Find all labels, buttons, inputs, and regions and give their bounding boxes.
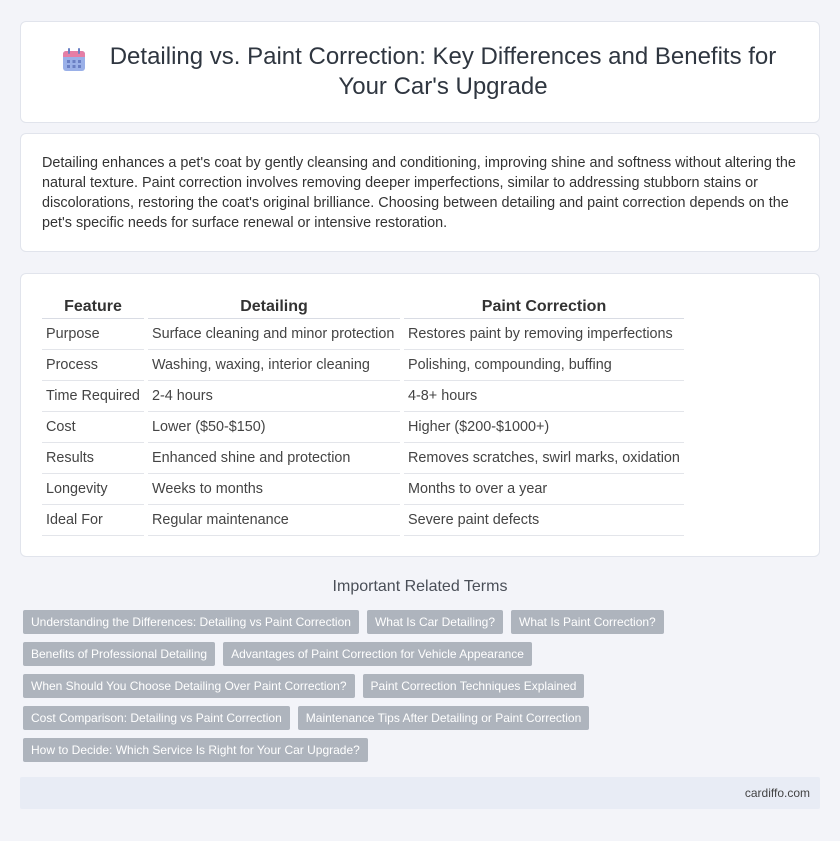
table-cell: Washing, waxing, interior cleaning	[148, 350, 400, 381]
table-row	[42, 350, 684, 381]
table-cell: Ideal For	[42, 505, 144, 536]
table-cell: Surface cleaning and minor protection	[148, 319, 400, 350]
intro-card	[20, 133, 820, 252]
header-card	[20, 21, 820, 123]
table-cell: 4-8+ hours	[404, 381, 684, 412]
related-terms-tags	[23, 610, 813, 770]
table-row	[42, 381, 684, 412]
footer-site-link[interactable]: cardiffo.com	[744, 786, 810, 800]
table-cell: Severe paint defects	[404, 505, 684, 536]
related-tag-techniques[interactable]: Paint Correction Techniques Explained	[363, 674, 585, 698]
header	[61, 42, 779, 102]
footer	[20, 777, 820, 809]
table-row	[42, 443, 684, 474]
comparison-table	[38, 295, 688, 536]
table-row	[42, 319, 684, 350]
related-tag-when-choose[interactable]: When Should You Choose Detailing Over Paint Correction?	[23, 674, 355, 698]
related-tag-differences[interactable]: Understanding the Differences: Detailing vs Paint Correction	[23, 610, 359, 634]
table-cell: Months to over a year	[404, 474, 684, 505]
table-cell: Restores paint by removing imperfections	[404, 319, 684, 350]
table-header-row	[42, 295, 684, 319]
table-cell: Results	[42, 443, 144, 474]
related-tag-maintenance-tips[interactable]: Maintenance Tips After Detailing or Paint Correction	[298, 706, 589, 730]
table-cell: Time Required	[42, 381, 144, 412]
table-row	[42, 474, 684, 505]
related-tag-benefits-detailing[interactable]: Benefits of Professional Detailing	[23, 642, 215, 666]
column-header-detailing: Detailing	[148, 295, 400, 319]
table-cell: Process	[42, 350, 144, 381]
related-tag-advantages-paint-correction[interactable]: Advantages of Paint Correction for Vehicle Appearance	[223, 642, 532, 666]
intro-text: Detailing enhances a pet's coat by gently cleansing and conditioning, improving shine and softness without altering the natural texture. Paint correction involves removing deeper imperfections, similar to addressing stubborn stains or discolorations, restoring the coat's original brilliance. Choosing between detailing and paint correction depends on the pet's specific needs for surface renewal or intensive restoration.	[42, 155, 796, 231]
page-title: Detailing vs. Paint Correction: Key Differences and Benefits for Your Car's Upgrade	[109, 43, 777, 100]
table-cell: Removes scratches, swirl marks, oxidation	[404, 443, 684, 474]
column-header-feature: Feature	[42, 295, 144, 319]
table-cell: Weeks to months	[148, 474, 400, 505]
related-tag-how-to-decide[interactable]: How to Decide: Which Service Is Right for Your Car Upgrade?	[23, 738, 368, 762]
related-terms-title: Important Related Terms	[332, 578, 508, 595]
calendar-icon	[61, 47, 87, 73]
table-cell: Lower ($50-$150)	[148, 412, 400, 443]
related-tag-car-detailing[interactable]: What Is Car Detailing?	[367, 610, 503, 634]
table-cell: Higher ($200-$1000+)	[404, 412, 684, 443]
table-row	[42, 412, 684, 443]
table-cell: Polishing, compounding, buffing	[404, 350, 684, 381]
related-tag-paint-correction[interactable]: What Is Paint Correction?	[511, 610, 664, 634]
table-cell: Enhanced shine and protection	[148, 443, 400, 474]
related-tag-cost-comparison[interactable]: Cost Comparison: Detailing vs Paint Correction	[23, 706, 290, 730]
table-cell: 2-4 hours	[148, 381, 400, 412]
table-row	[42, 505, 684, 536]
table-cell: Cost	[42, 412, 144, 443]
table-cell: Regular maintenance	[148, 505, 400, 536]
column-header-paint-correction: Paint Correction	[404, 295, 684, 319]
table-cell: Longevity	[42, 474, 144, 505]
comparison-table-card	[20, 273, 820, 557]
table-cell: Purpose	[42, 319, 144, 350]
